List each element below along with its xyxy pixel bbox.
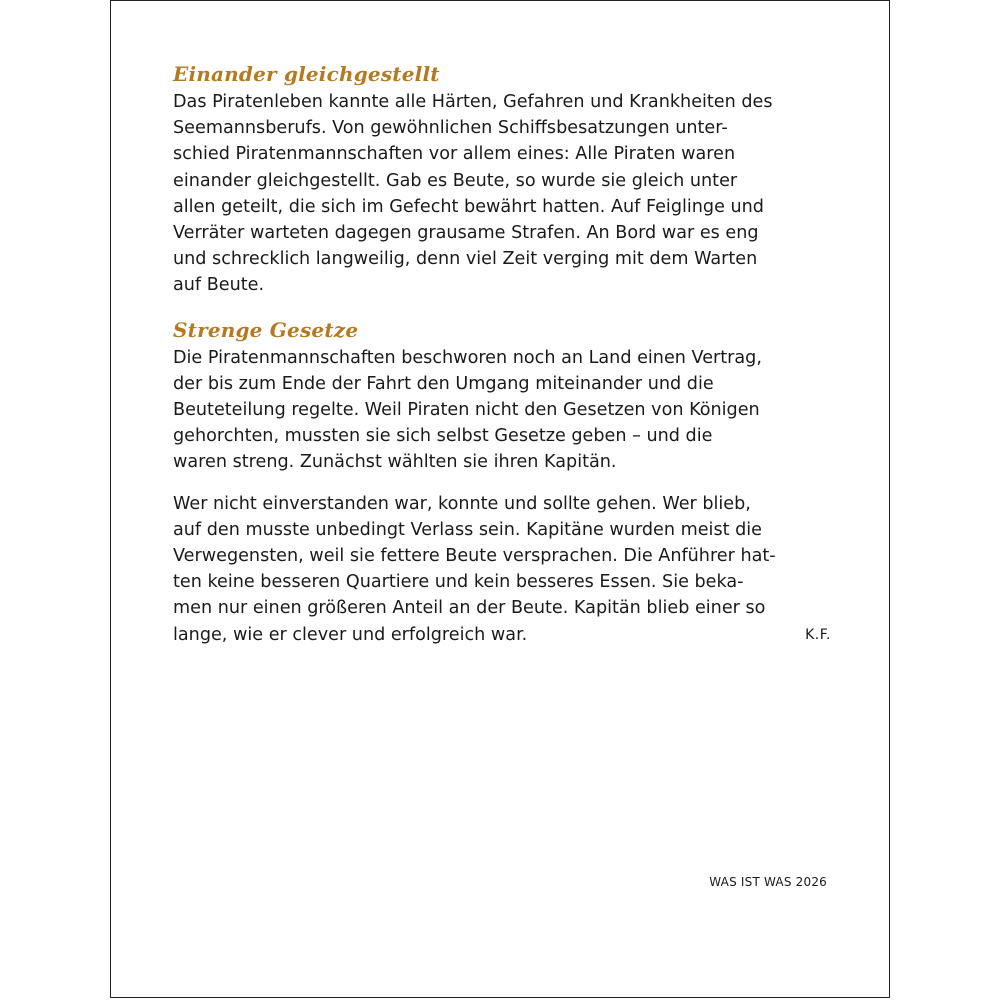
- last-line-row: [173, 622, 833, 648]
- section-heading-einander: Einander gleichgestellt: [173, 62, 440, 86]
- text-line: einander gleichgestellt. Gab es Beute, so wurde sie gleich unter: [173, 170, 738, 191]
- text-line: Verräter warteten dagegen grausame Strafen. An Bord war es eng: [173, 223, 759, 244]
- text-line: auf Beute.: [173, 275, 265, 296]
- text-line: gehorchten, mussten sie sich selbst Gesetze geben – und die: [173, 426, 713, 447]
- text-line: Seemannsberufs. Von gewöhnlichen Schiffsbesatzungen unter-: [173, 118, 728, 139]
- text-line: ten keine besseren Quartiere und kein besseres Essen. Sie beka-: [173, 572, 744, 593]
- text-line: schied Piratenmannschaften vor allem eines: Alle Piraten waren: [173, 144, 736, 165]
- section2-paragraph-1: [173, 345, 833, 476]
- text-line: Das Piratenleben kannte alle Härten, Gefahren und Krankheiten des: [173, 92, 773, 112]
- text-line: Die Piratenmannschaften beschworen noch an Land einen Vertrag,: [173, 347, 762, 368]
- text-line: und schrecklich langweilig, denn viel Zeit verging mit dem Warten: [173, 249, 758, 270]
- text-line: der bis zum Ende der Fahrt den Umgang miteinander und die: [173, 373, 714, 394]
- text-line: allen geteilt, die sich im Gefecht bewährt hatten. Auf Feiglinge und: [173, 196, 764, 217]
- section2-paragraph-2: [173, 491, 833, 648]
- page-footer: WAS IST WAS 2026: [709, 875, 827, 889]
- document-page: [110, 0, 890, 998]
- text-line: Beuteteilung regelte. Weil Piraten nicht den Gesetzen von Königen: [173, 400, 760, 421]
- text-line: lange, wie er clever und erfolgreich war.: [173, 624, 528, 645]
- text-line: waren streng. Zunächst wählten sie ihren Kapitän.: [173, 452, 617, 473]
- text-line: men nur einen größeren Anteil an der Beute. Kapitän blieb einer so: [173, 598, 766, 619]
- author-initials: K.F.: [805, 626, 831, 643]
- text-line: auf den musste unbedingt Verlass sein. Kapitäne wurden meist die: [173, 519, 762, 540]
- text-line: Wer nicht einverstanden war, konnte und sollte gehen. Wer blieb,: [173, 493, 751, 514]
- section-heading-gesetze: Strenge Gesetze: [173, 317, 359, 342]
- text-line: Verwegensten, weil sie fettere Beute versprachen. Die Anführer hat-: [173, 546, 776, 567]
- article-body: [173, 59, 833, 648]
- section1-paragraph: [173, 89, 833, 299]
